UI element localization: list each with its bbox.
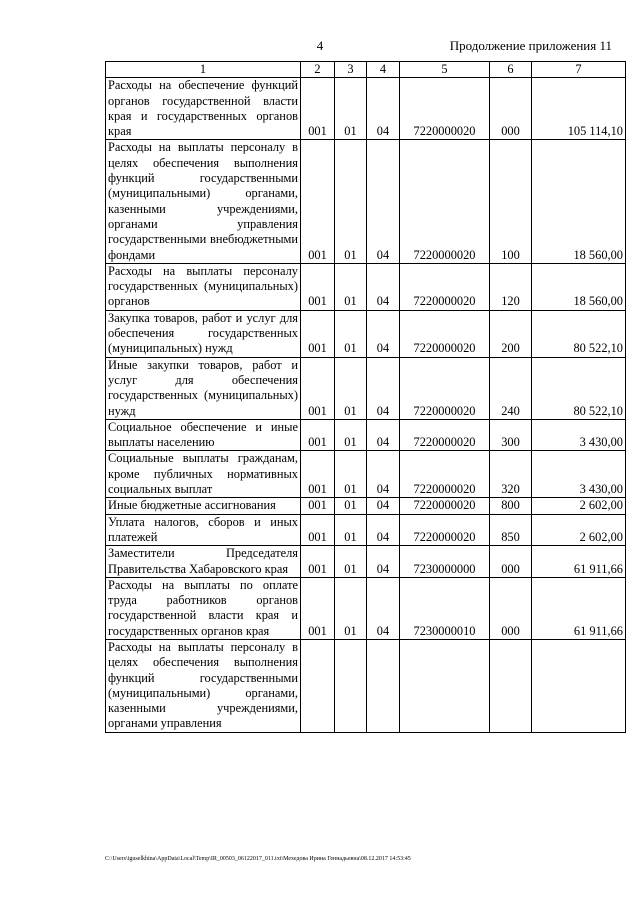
expense-name: Иные бюджетные ассигнования: [106, 498, 301, 514]
expense-name: Расходы на выплаты персоналу в целях обеспечения выполнения функций государственными (муниципальными) органами, казенными учреждениями, органами управления государственными внебюджетными фондами: [106, 140, 301, 263]
expense-type-code: 000: [490, 577, 532, 639]
table-row: [106, 639, 626, 732]
table-row: [106, 310, 626, 357]
subsection-code: 04: [367, 357, 400, 419]
table-row: [106, 78, 626, 140]
expense-type-code: 850: [490, 514, 532, 546]
table-row: [106, 357, 626, 419]
table-row: [106, 140, 626, 263]
ministry-code: 001: [301, 263, 335, 310]
expense-name: Уплата налогов, сборов и иных платежей: [106, 514, 301, 546]
section-code: 01: [335, 357, 367, 419]
ministry-code: 001: [301, 546, 335, 578]
ministry-code: 001: [301, 140, 335, 263]
page-number: 4: [316, 38, 324, 53]
column-header: 6: [490, 62, 532, 78]
target-article-code: 7220000020: [400, 451, 490, 498]
section-code: 01: [335, 577, 367, 639]
target-article-code: 7220000020: [400, 419, 490, 451]
target-article-code: 7220000020: [400, 357, 490, 419]
expense-name: Расходы на выплаты персоналу государственных (муниципальных) органов: [106, 263, 301, 310]
section-code: 01: [335, 310, 367, 357]
appendix-continuation-label: Продолжение приложения 11: [449, 38, 612, 53]
ministry-code: [301, 639, 335, 732]
expense-type-code: 200: [490, 310, 532, 357]
column-header: 2: [301, 62, 335, 78]
expense-name: Заместители Председателя Правительства Хабаровского края: [106, 546, 301, 578]
target-article-code: 7230000000: [400, 546, 490, 578]
target-article-code: 7230000010: [400, 577, 490, 639]
table-row: [106, 263, 626, 310]
file-path-footer: C:\Users\iguselkhina\AppData\Local\Temp\IR_00503_06122017_011.txt\Мехедова Ирина Геннадьевна\08.12.2017 14:53:45: [105, 856, 411, 862]
expense-type-code: [490, 639, 532, 732]
amount: 2 602,00: [532, 498, 626, 514]
amount: [532, 639, 626, 732]
section-code: 01: [335, 419, 367, 451]
amount: 105 114,10: [532, 78, 626, 140]
budget-table: [105, 61, 626, 733]
expense-name: Социальное обеспечение и иные выплаты населению: [106, 419, 301, 451]
target-article-code: 7220000020: [400, 263, 490, 310]
section-code: 01: [335, 78, 367, 140]
table-row: [106, 451, 626, 498]
amount: 80 522,10: [532, 310, 626, 357]
section-code: 01: [335, 263, 367, 310]
expense-type-code: 240: [490, 357, 532, 419]
section-code: 01: [335, 546, 367, 578]
subsection-code: [367, 639, 400, 732]
expense-type-code: 100: [490, 140, 532, 263]
section-code: 01: [335, 514, 367, 546]
expense-type-code: 300: [490, 419, 532, 451]
section-code: 01: [335, 140, 367, 263]
table-row: [106, 577, 626, 639]
subsection-code: 04: [367, 419, 400, 451]
target-article-code: [400, 639, 490, 732]
column-header: 1: [106, 62, 301, 78]
expense-type-code: 320: [490, 451, 532, 498]
subsection-code: 04: [367, 514, 400, 546]
amount: 3 430,00: [532, 419, 626, 451]
target-article-code: 7220000020: [400, 78, 490, 140]
subsection-code: 04: [367, 577, 400, 639]
ministry-code: 001: [301, 310, 335, 357]
ministry-code: 001: [301, 419, 335, 451]
expense-name: Расходы на обеспечение функций органов государственной власти края и государственных органов края: [106, 78, 301, 140]
target-article-code: 7220000020: [400, 498, 490, 514]
amount: 61 911,66: [532, 577, 626, 639]
subsection-code: 04: [367, 78, 400, 140]
expense-name: Иные закупки товаров, работ и услуг для обеспечения государственных (муниципальных) нужд: [106, 357, 301, 419]
expense-type-code: 000: [490, 78, 532, 140]
ministry-code: 001: [301, 577, 335, 639]
amount: 18 560,00: [532, 140, 626, 263]
table-row: [106, 546, 626, 578]
subsection-code: 04: [367, 451, 400, 498]
column-header: 3: [335, 62, 367, 78]
target-article-code: 7220000020: [400, 514, 490, 546]
ministry-code: 001: [301, 451, 335, 498]
expense-name: Закупка товаров, работ и услуг для обеспечения государственных (муниципальных) нужд: [106, 310, 301, 357]
expense-name: Расходы на выплаты по оплате труда работников органов государственной власти края и государственных органов края: [106, 577, 301, 639]
ministry-code: 001: [301, 514, 335, 546]
subsection-code: 04: [367, 546, 400, 578]
column-header: 7: [532, 62, 626, 78]
expense-type-code: 120: [490, 263, 532, 310]
target-article-code: 7220000020: [400, 140, 490, 263]
amount: 61 911,66: [532, 546, 626, 578]
section-code: [335, 639, 367, 732]
table-row: [106, 498, 626, 514]
table-header-row: [106, 62, 626, 78]
amount: 18 560,00: [532, 263, 626, 310]
expense-type-code: 000: [490, 546, 532, 578]
amount: 2 602,00: [532, 514, 626, 546]
subsection-code: 04: [367, 498, 400, 514]
expense-name: Расходы на выплаты персоналу в целях обеспечения выполнения функций государственными (муниципальными) органами, казенными учреждениями, органами управления: [106, 639, 301, 732]
column-header: 4: [367, 62, 400, 78]
amount: 3 430,00: [532, 451, 626, 498]
expense-type-code: 800: [490, 498, 532, 514]
section-code: 01: [335, 451, 367, 498]
section-code: 01: [335, 498, 367, 514]
subsection-code: 04: [367, 310, 400, 357]
ministry-code: 001: [301, 498, 335, 514]
column-header: 5: [400, 62, 490, 78]
subsection-code: 04: [367, 140, 400, 263]
ministry-code: 001: [301, 78, 335, 140]
amount: 80 522,10: [532, 357, 626, 419]
expense-name: Социальные выплаты гражданам, кроме публичных нормативных социальных выплат: [106, 451, 301, 498]
ministry-code: 001: [301, 357, 335, 419]
table-row: [106, 514, 626, 546]
target-article-code: 7220000020: [400, 310, 490, 357]
subsection-code: 04: [367, 263, 400, 310]
table-row: [106, 419, 626, 451]
